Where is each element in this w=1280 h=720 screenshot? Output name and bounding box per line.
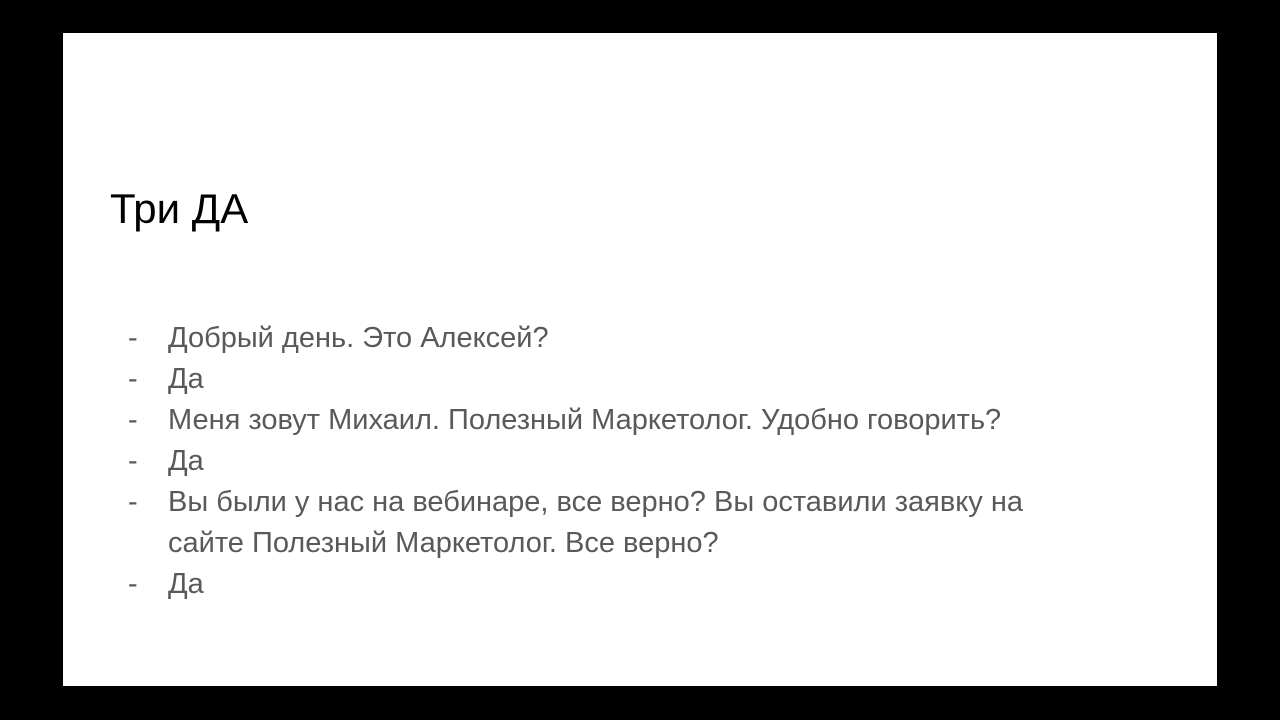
dash-bullet: -: [128, 404, 138, 436]
list-item-text: Добрый день. Это Алексей?: [168, 322, 549, 354]
list-item-text: Меня зовут Михаил. Полезный Маркетолог. Удобно говорить?: [168, 404, 1002, 436]
slide-canvas: [63, 33, 1217, 686]
list-item-text: Да: [168, 568, 204, 600]
dash-bullet: -: [128, 363, 138, 395]
dash-bullet: -: [128, 322, 138, 354]
list-item-text: Да: [168, 363, 204, 395]
slide-title: Три ДА: [110, 185, 249, 232]
list-item: [128, 400, 1173, 441]
dash-bullet: -: [128, 486, 138, 518]
list-item: [128, 482, 1173, 564]
list-item: [128, 564, 1173, 605]
dash-bullet: -: [128, 568, 138, 600]
list-item-text: Да: [168, 445, 204, 477]
dialogue-list: [128, 318, 1173, 605]
list-item: [128, 318, 1173, 359]
list-item-text: Вы были у нас на вебинаре, все верно? Вы оставили заявку на сайте Полезный Маркетолог. Все верно?: [168, 486, 1023, 559]
list-item: [128, 441, 1173, 482]
list-item: [128, 359, 1173, 400]
dash-bullet: -: [128, 445, 138, 477]
